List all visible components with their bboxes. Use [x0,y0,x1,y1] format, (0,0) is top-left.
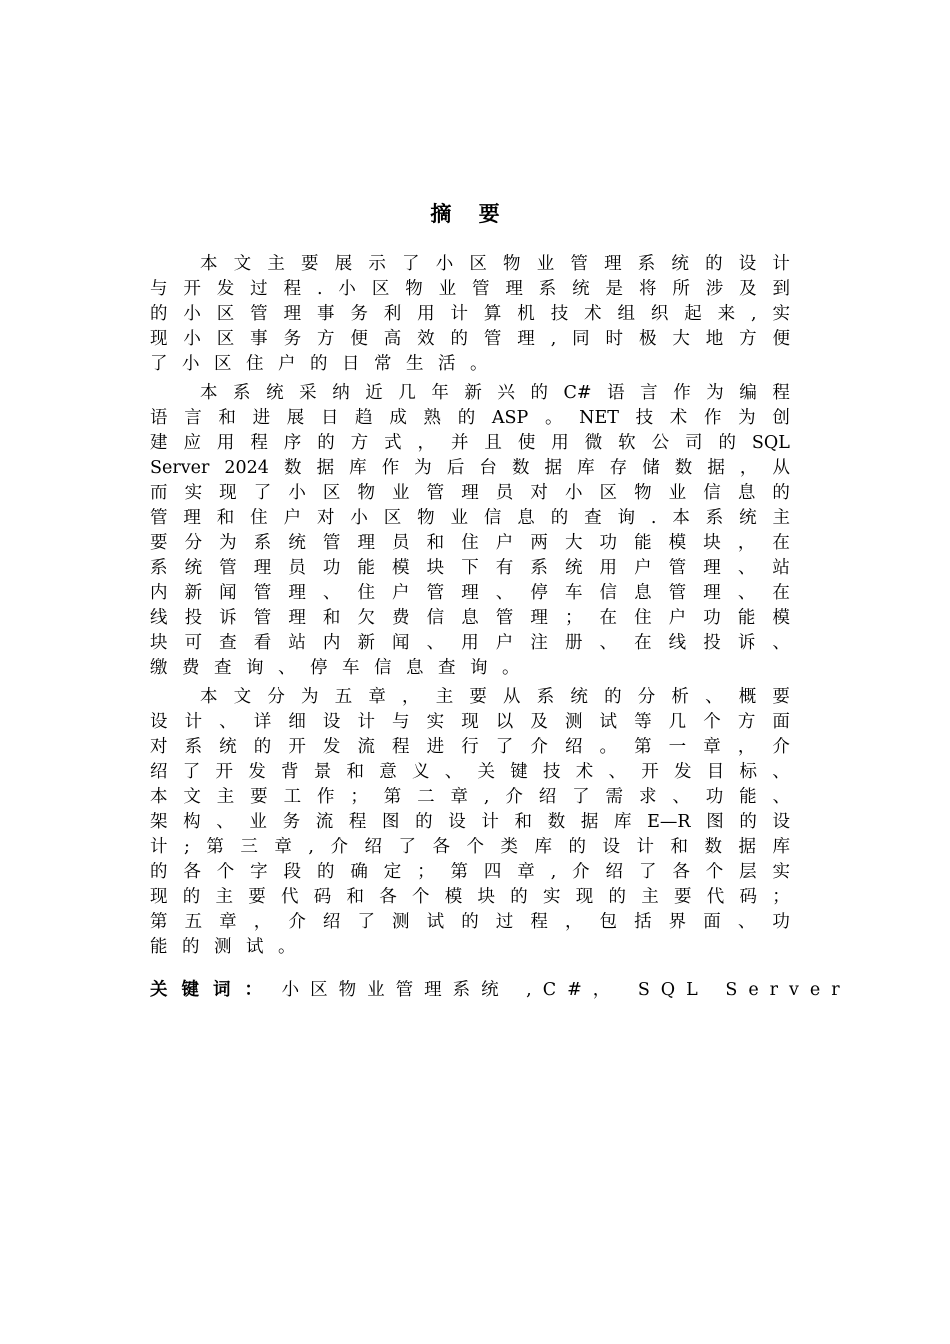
paragraph-line: 管 理 和 住 户 对 小 区 物 业 信 息 的 查 询 . 本 系 统 主 [150,508,790,528]
paragraph-line: 缴 费 查 询 、 停 车 信 息 查 询 。 [150,658,520,678]
keywords-line [150,978,851,1003]
paragraph-line: 要 分 为 系 统 管 理 员 和 住 户 两 大 功 能 模 块 ， 在 [150,533,790,553]
paragraph-line: 现 小 区 事 务 方 便 高 效 的 管 理 , 同 时 极 大 地 方 便 [150,329,790,349]
paragraph-line: 与 开 发 过 程 . 小 区 物 业 管 理 系 统 是 将 所 涉 及 到 [150,279,790,299]
paragraph-line: 的 小 区 管 理 事 务 利 用 计 算 机 技 术 组 织 起 来 , 实 [150,304,790,324]
paragraph-line: 建 应 用 程 序 的 方 式 ， 并 且 使 用 微 软 公 司 的 SQL [150,433,790,453]
paragraph-line: 系 统 管 理 员 功 能 模 块 下 有 系 统 用 户 管 理 、 站 [150,558,790,578]
paragraph-line: 语 言 和 进 展 日 趋 成 熟 的 ASP 。 NET 技 术 作 为 创 [150,408,790,428]
paragraph-line: 的 各 个 字 段 的 确 定 ； 第 四 章 , 介 绍 了 各 个 层 实 [150,862,790,882]
paragraph-line: 架 构 、 业 务 流 程 图 的 设 计 和 数 据 库 E—R 图 的 设 [150,812,790,832]
paragraph-line: 本 系 统 采 纳 近 几 年 新 兴 的 C# 语 言 作 为 编 程 [200,383,790,403]
paragraph-line: 了 小 区 住 户 的 日 常 生 活 。 [150,354,488,374]
paragraph-line: 而 实 现 了 小 区 物 业 管 理 员 对 小 区 物 业 信 息 的 [150,483,790,503]
paragraph-line: 能 的 测 试 。 [150,937,296,957]
abstract-paragraph [150,252,790,377]
paragraph-line: 本 文 主 要 展 示 了 小 区 物 业 管 理 系 统 的 设 计 [200,254,790,274]
paragraph-line: 对 系 统 的 开 发 流 程 进 行 了 介 绍 。 第 一 章 ， 介 [150,737,790,757]
abstract-title: 摘 要 [430,202,510,226]
abstract-body [150,252,790,964]
abstract-paragraph [150,685,790,960]
paragraph-line: 第 五 章 ， 介 绍 了 测 试 的 过 程 ， 包 括 界 面 、 功 [150,912,790,932]
keywords-value: 小区物业管理系统 ,C#， SQL Server [281,980,851,1000]
keywords-label: 关键词： [150,980,276,1000]
paragraph-line: Server 2024 数 据 库 作 为 后 台 数 据 库 存 储 数 据 ， 从 [150,458,790,478]
paragraph-line: 计 ; 第 三 章 , 介 绍 了 各 个 类 库 的 设 计 和 数 据 库 [150,837,790,857]
paragraph-line: 块 可 查 看 站 内 新 闻 、 用 户 注 册 、 在 线 投 诉 、 [150,633,790,653]
paragraph-line: 绍 了 开 发 背 景 和 意 义 、 关 键 技 术 、 开 发 目 标 、 [150,762,790,782]
paragraph-line: 线 投 诉 管 理 和 欠 费 信 息 管 理 ； 在 住 户 功 能 模 [150,608,790,628]
paragraph-line: 本 文 主 要 工 作 ； 第 二 章 , 介 绍 了 需 求 、 功 能 、 [150,787,790,807]
paragraph-line: 本 文 分 为 五 章 ， 主 要 从 系 统 的 分 析 、 概 要 [200,687,790,707]
paragraph-line: 设 计 、 详 细 设 计 与 实 现 以 及 测 试 等 几 个 方 面 [150,712,790,732]
abstract-paragraph [150,381,790,681]
paragraph-line: 现 的 主 要 代 码 和 各 个 模 块 的 实 现 的 主 要 代 码 ； [150,887,790,907]
paragraph-line: 内 新 闻 管 理 、 住 户 管 理 、 停 车 信 息 管 理 、 在 [150,583,790,603]
